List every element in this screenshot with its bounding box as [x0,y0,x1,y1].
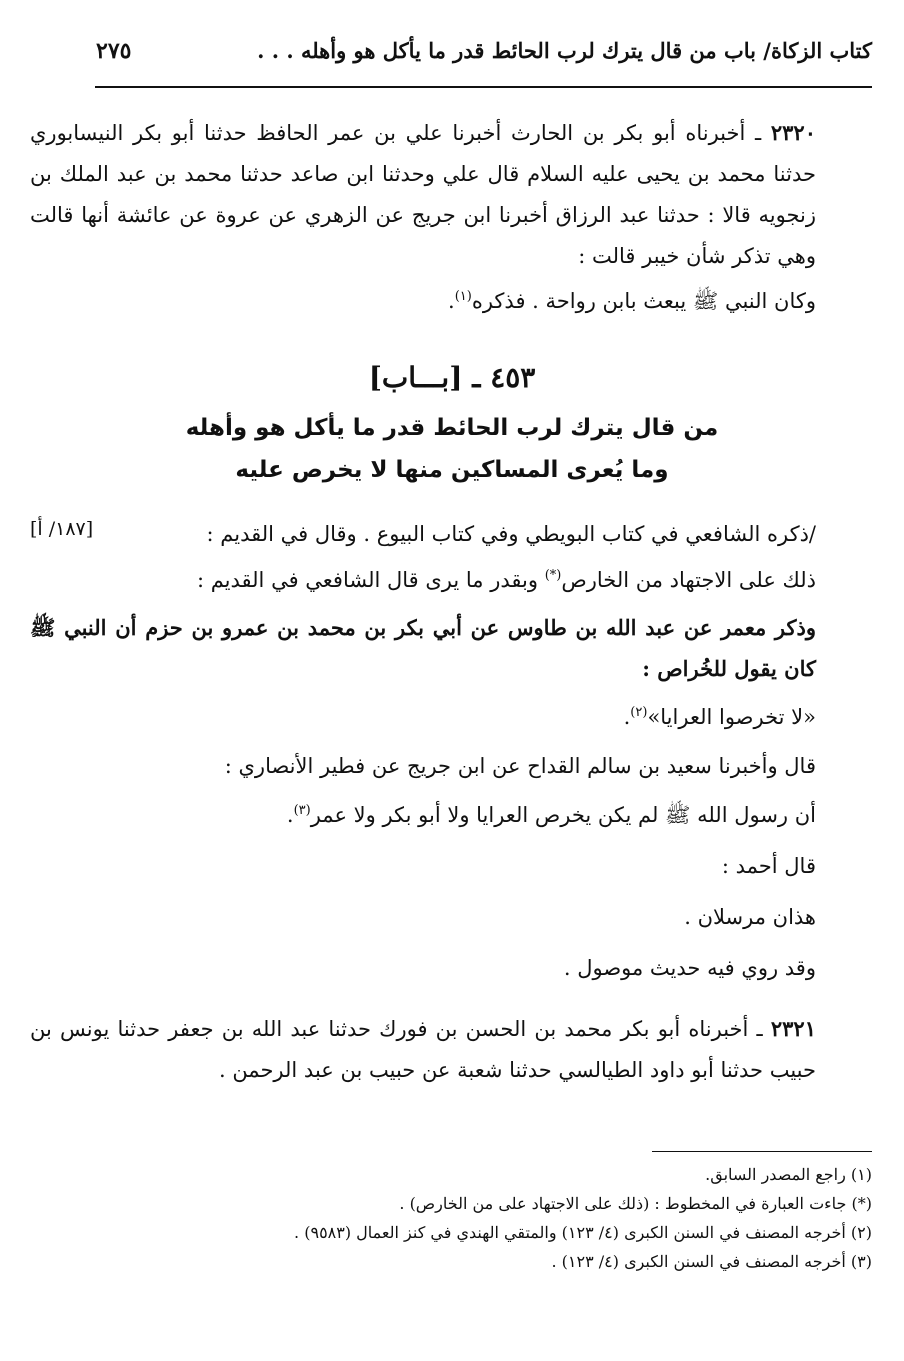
sentence-end: . [623,705,631,729]
page-number: ٢٧٥ [96,38,132,64]
hadith-text: ـ أخبرناه أبو بكر محمد بن الحسن بن فورك حدثنا عبد الله بن جعفر حدثنا يونس بن حبيب حدثنا أبو داود الطيالسي حدثنا شعبة عن حبيب بن عبد الرحمن . [30,1017,816,1082]
paragraph-text: ذلك على الاجتهاد من الخارص [561,568,816,592]
footnote [40,1189,872,1218]
body-p1 [150,514,872,555]
sentence-end: . [286,803,294,827]
footnotes [40,1160,872,1276]
footnote-text: أخرجه المصنف في السنن الكبرى (٤/ ١٢٣) . [551,1252,846,1271]
footnote-text: جاءت العبارة في المخطوط : (ذلك على الاجتهاد على من الخارص) . [399,1194,847,1213]
footnote-marker: (٢) [630,705,648,720]
footnote-number: (٣) [850,1252,872,1271]
hadith-number: ٢٣٢٠ [770,120,816,145]
manuscript-folio-reference: [١٨٧/ أ] [30,518,94,540]
footnote-marker: (١) [454,289,472,304]
paragraph: قال أحمد : [721,854,816,878]
paragraph: وقد روي فيه حديث موصول . [563,956,816,980]
footnote-text: راجع المصدر السابق. [705,1165,846,1184]
footnote-number: (*) [851,1194,872,1213]
paragraph-text: أن رسول الله ﷺ لم يكن يخرص العرايا ولا أبو بكر ولا عمر [310,803,816,827]
footnote-divider [652,1151,872,1152]
paragraph: هذان مرسلان . [684,905,816,929]
paragraph-text: «لا تخرصوا العرايا» [647,705,816,729]
hadith-text: ـ أخبرناه أبو بكر بن الحارث أخبرنا علي بن عمر الحافظ حدثنا أبو بكر النيسابوري حدثنا محمد بن يحيى عليه السلام قال علي وحدثنا ابن صاعد حدثنا محمد بن عبد الملك بن زنجويه قالا : حدثنا عبد الرزاق أخبرنا ابن جريج عن الزهري عن عروة عن عائشة أنها قالت وهي تذكر شأن خيبر قالت : [30,121,816,268]
footnote-marker: (٣) [293,803,311,818]
body-main [30,560,872,989]
footnote-number: (١) [850,1165,872,1184]
running-header-title: كتاب الزكاة/ باب من قال يترك لرب الحائط قدر ما يأكل هو وأهله . . . [257,38,872,63]
hadith-2320 [30,112,872,322]
hadith-2320-matn [30,281,872,322]
paragraph [30,1008,872,1091]
paragraph-text: وبقدر ما يرى قال الشافعي في القديم : [196,568,545,592]
chapter-number: ٤٥٣ ـ [بـــاب] [368,361,536,394]
sentence-end: . [448,289,455,313]
paragraph [30,697,872,738]
matn-text: وكان النبي ﷺ يبعث بابن رواحة . فذكره [471,289,816,313]
paragraph [30,795,872,836]
chapter-title-line-1: من قال يترك لرب الحائط قدر ما يأكل هو وأهله [185,415,719,441]
header-divider [95,86,872,88]
footnote-text: أخرجه المصنف في السنن الكبرى (٤/ ١٢٣) والمتقي الهندي في كنز العمال (٩٥٨٣) . [294,1223,846,1242]
hadith-2321 [30,1008,872,1091]
footnote [40,1218,872,1247]
paragraph [30,560,872,601]
paragraph: /ذكره الشافعي في كتاب البويطي وفي كتاب البيوع . وقال في القديم : [206,522,816,546]
footnote-number: (٢) [850,1223,872,1242]
chapter-title-line-2: وما يُعرى المساكين منها لا يخرص عليه [235,457,669,483]
hadith-number: ٢٣٢١ [770,1016,816,1041]
footnote [40,1160,872,1189]
paragraph: وذكر معمر عن عبد الله بن طاوس عن أبي بكر بن محمد بن عمرو بن حزم أن النبي ﷺ كان يقول للخُراص : [30,615,816,681]
footnote [40,1247,872,1276]
hadith-2320-isnad [30,112,872,277]
footnote-marker: (*) [544,568,562,583]
paragraph: قال وأخبرنا سعيد بن سالم القداح عن ابن جريج عن فطير الأنصاري : [224,754,816,778]
